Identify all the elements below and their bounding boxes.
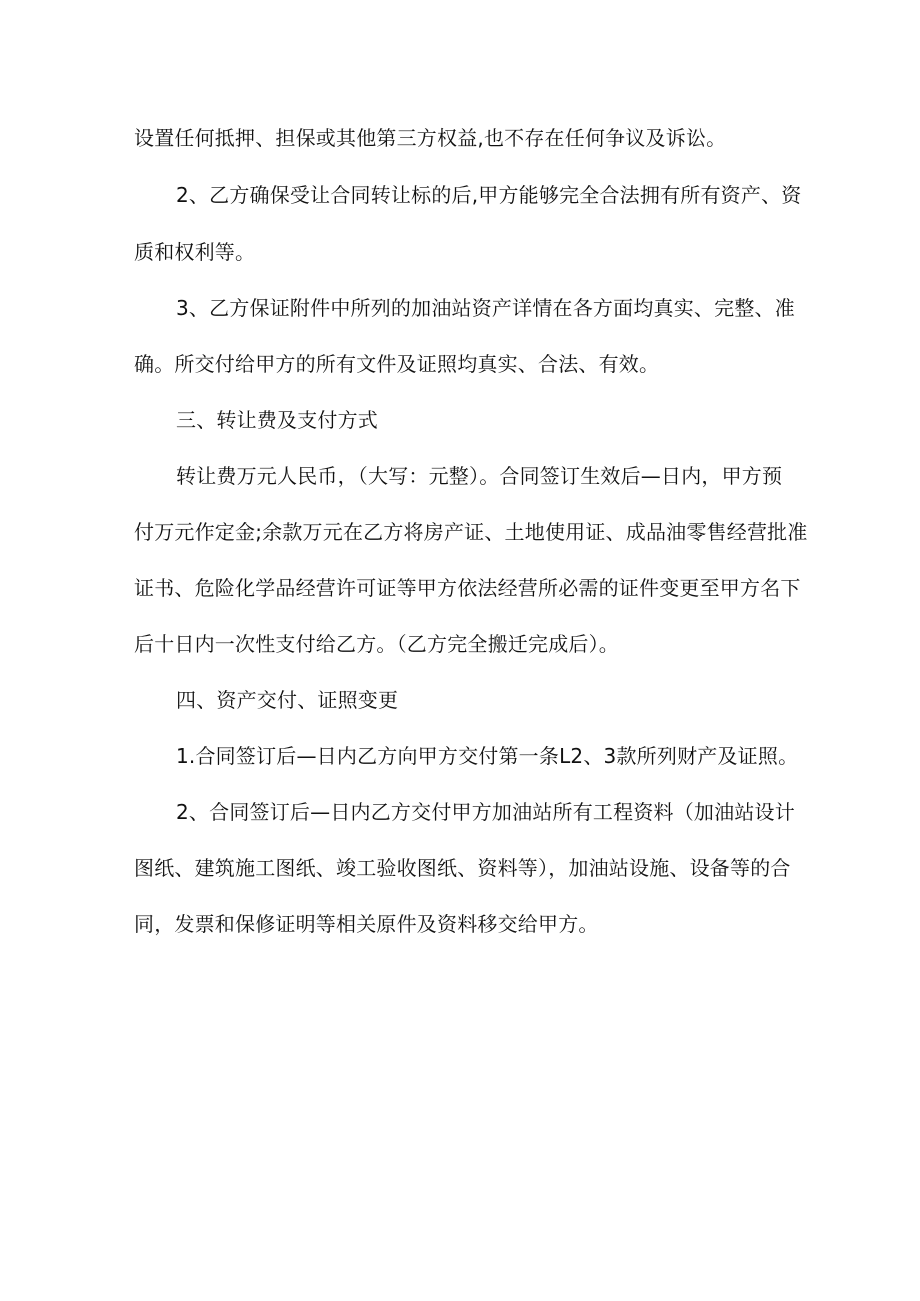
text-line: 图纸、建筑施工图纸、竣工验收图纸、资料等），加油站设施、设备等的合: [134, 856, 791, 880]
text-line: 设置任何抵押、担保或其他第三方权益,也不存在任何争议及诉讼。: [134, 126, 727, 150]
text-line: 转让费万元人民币，（大写：元整）。合同签订生效后—日内，甲方预: [176, 464, 783, 488]
text-line: 3、乙方保证附件中所列的加油站资产详情在各方面均真实、完整、准: [176, 296, 795, 320]
text-line: 同，发票和保修证明等相关原件及资料移交给甲方。: [134, 912, 599, 936]
text-line: 2、乙方确保受让合同转让标的后,甲方能够完全合法拥有所有资产、资: [176, 183, 802, 207]
text-line: 后十日内一次性支付给乙方。（乙方完全搬迁完成后）。: [134, 632, 619, 656]
text-line: 证书、危险化学品经营许可证等甲方依法经营所必需的证件变更至甲方名下: [134, 576, 801, 600]
section-heading: 四、资产交付、证照变更: [176, 688, 399, 712]
text-line: 确。所交付给甲方的所有文件及证照均真实、合法、有效。: [134, 352, 660, 376]
text-line: 付万元作定金;余款万元在乙方将房产证、土地使用证、成品油零售经营批准: [134, 520, 808, 544]
section-heading: 三、转让费及支付方式: [176, 408, 378, 432]
text-line: 2、合同签订后—日内乙方交付甲方加油站所有工程资料（加油站设计: [176, 800, 795, 824]
text-line: 1.合同签订后—日内乙方向甲方交付第一条L2、3款所列财产及证照。: [176, 744, 799, 768]
text-line: 质和权利等。: [134, 240, 256, 264]
